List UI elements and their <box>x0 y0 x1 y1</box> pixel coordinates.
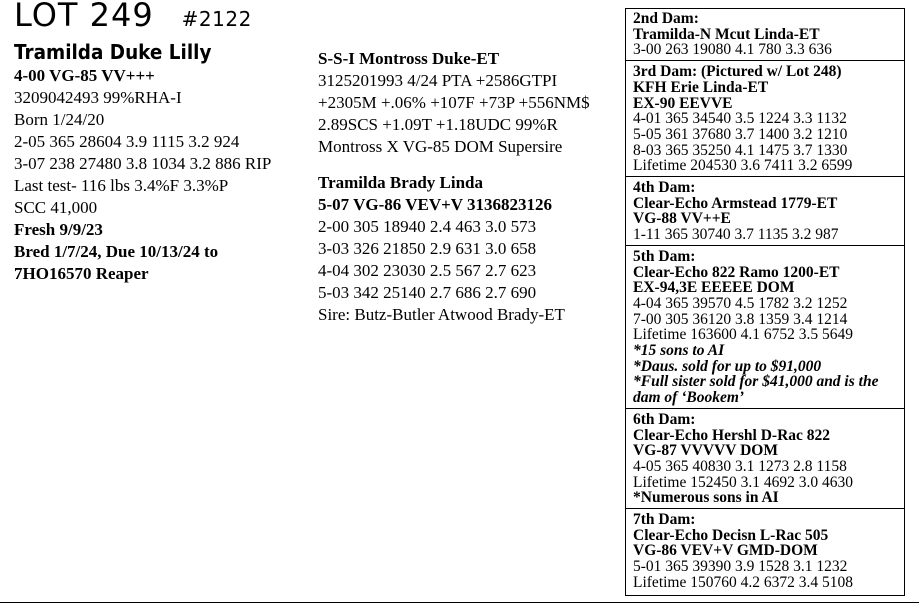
pedigree-line: 7-00 305 36120 3.8 1359 3.4 1214 <box>633 310 848 328</box>
animal-section <box>14 40 314 285</box>
pedigree-line: Lifetime 163600 4.1 6752 3.5 5649 <box>633 326 853 344</box>
sire-dam-section <box>318 48 608 326</box>
pedigree-line: Clear-Echo Decisn L-Rac 505 <box>633 526 829 544</box>
pedigree-line: 6th Dam: <box>633 410 696 428</box>
pedigree-line: dam of ‘Bookem’ <box>633 389 745 407</box>
pedigree-line: VG-86 VEV+V GMD-DOM <box>633 542 818 560</box>
pedigree-line: 4-01 365 34540 3.5 1224 3.3 1132 <box>633 110 847 128</box>
dam-record-line: 2-00 305 18940 2.4 463 3.0 573 <box>318 217 537 236</box>
lot-number: #2122 <box>181 7 252 31</box>
dam-record-line: 3-03 326 21850 2.9 631 3.0 658 <box>318 239 537 258</box>
pedigree-line: 7th Dam: <box>633 511 696 528</box>
pedigree-separator <box>626 508 904 509</box>
animal-detail-line: 7HO16570 Reaper <box>14 264 149 283</box>
pedigree-line: 4-05 365 40830 3.1 1273 2.8 1158 <box>633 457 847 475</box>
pedigree-separator <box>626 245 904 246</box>
animal-detail-line: 4-00 VG-85 VV+++ <box>14 66 155 85</box>
pedigree-generation <box>633 512 901 591</box>
pedigree-separator <box>626 408 904 409</box>
pedigree-generation <box>633 11 901 58</box>
bottom-rule <box>0 602 919 603</box>
animal-details <box>14 65 314 285</box>
sire-detail-line: 2.89SCS +1.09T +1.18UDC 99%R <box>318 115 558 134</box>
sire-name: S-S-I Montross Duke-ET <box>318 49 500 68</box>
lot-title: LOT 249 <box>14 0 154 34</box>
pedigree-line: Lifetime 204530 3.6 7411 3.2 6599 <box>633 157 853 175</box>
pedigree-line: 2nd Dam: <box>633 10 699 27</box>
pedigree-line: 3rd Dam: (Pictured w/ Lot 248) <box>633 63 842 81</box>
pedigree-generation <box>633 64 901 174</box>
sire-detail-line: +2305M +.06% +107F +73P +556NM$ <box>318 93 590 112</box>
animal-detail-line: SCC 41,000 <box>14 198 98 217</box>
sire-details <box>318 70 608 158</box>
animal-detail-line: 2-05 365 28604 3.9 1115 3.2 924 <box>14 132 240 151</box>
pedigree-line: EX-94,3E EEEEE DOM <box>633 279 795 297</box>
pedigree-line: Clear-Echo 822 Ramo 1200-ET <box>633 263 840 281</box>
pedigree-line: 5-05 361 37680 3.7 1400 3.2 1210 <box>633 125 848 143</box>
pedigree-line: Clear-Echo Armstead 1779-ET <box>633 194 838 212</box>
pedigree-separator <box>626 60 904 61</box>
pedigree-line: VG-87 VVVVV DOM <box>633 442 778 460</box>
animal-detail-line: Fresh 9/9/23 <box>14 220 103 239</box>
pedigree-line: *Numerous sons in AI <box>633 489 779 507</box>
lot-header <box>14 0 252 34</box>
pedigree-line: Lifetime 152450 3.1 4692 3.0 4630 <box>633 473 853 491</box>
animal-detail-line: Last test- 116 lbs 3.4%F 3.3%P <box>14 176 229 195</box>
pedigree-line: 8-03 365 35250 4.1 1475 3.7 1330 <box>633 141 848 159</box>
pedigree-box <box>625 8 905 596</box>
pedigree-line: Clear-Echo Hershl D-Rac 822 <box>633 426 831 444</box>
animal-detail-line: 3-07 238 27480 3.8 1034 3.2 886 RIP <box>14 154 272 173</box>
dam-name: Tramilda Brady Linda <box>318 173 483 192</box>
pedigree-line: 5th Dam: <box>633 247 696 265</box>
pedigree-line: Lifetime 150760 4.2 6372 3.4 5108 <box>633 573 853 591</box>
pedigree-line: 5-01 365 39390 3.9 1528 3.1 1232 <box>633 558 848 576</box>
animal-name: Tramilda Duke Lilly <box>14 40 212 64</box>
sire-detail-line: Montross X VG-85 DOM Supersire <box>318 137 563 156</box>
pedigree-line: VG-88 VV++E <box>633 210 731 228</box>
pedigree-line: 4th Dam: <box>633 179 696 196</box>
pedigree-generation <box>633 249 901 406</box>
animal-detail-line: Born 1/24/20 <box>14 110 105 129</box>
pedigree-line: Tramilda-N Mcut Linda-ET <box>633 25 820 43</box>
pedigree-line: 4-04 365 39570 4.5 1782 3.2 1252 <box>633 294 848 312</box>
pedigree-separator <box>626 176 904 177</box>
sire-detail-line: 3125201993 4/24 PTA +2586GTPI <box>318 71 558 90</box>
pedigree-line: *Full sister sold for $41,000 and is the <box>633 373 879 391</box>
pedigree-line: *Daus. sold for up to $91,000 <box>633 357 822 375</box>
animal-detail-line: 3209042493 99%RHA-I <box>14 88 182 107</box>
animal-detail-line: Bred 1/7/24, Due 10/13/24 to <box>14 242 219 261</box>
pedigree-line: EX-90 EEVVE <box>633 94 733 112</box>
pedigree-line: KFH Erie Linda-ET <box>633 78 769 96</box>
dam-record-line: 5-03 342 25140 2.7 686 2.7 690 <box>318 283 537 302</box>
dam-record-line: 4-04 302 23030 2.5 567 2.7 623 <box>318 261 537 280</box>
pedigree-line: *15 sons to AI <box>633 342 725 360</box>
dam-records <box>318 216 608 304</box>
dam-classification: 5-07 VG-86 VEV+V 3136823126 <box>318 195 553 214</box>
pedigree-generation <box>633 412 901 506</box>
pedigree-generation <box>633 180 901 243</box>
pedigree-line: 3-00 263 19080 4.1 780 3.3 636 <box>633 41 832 59</box>
dam-sire-line: Sire: Butz-Butler Atwood Brady-ET <box>318 305 565 324</box>
pedigree-line: 1-11 365 30740 3.7 1135 3.2 987 <box>633 226 839 244</box>
